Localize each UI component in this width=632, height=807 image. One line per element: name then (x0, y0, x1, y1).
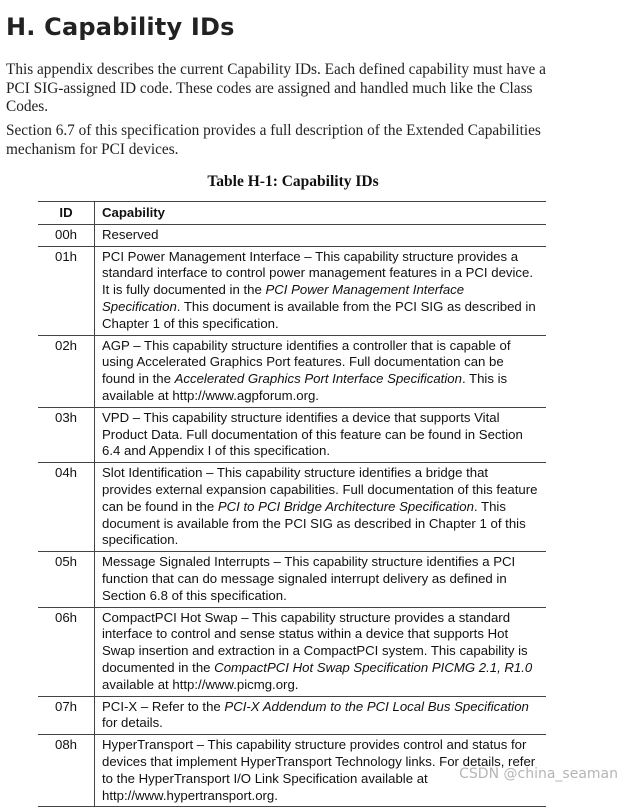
description-text: PCI-X – Refer to the (102, 698, 225, 714)
section-reference-paragraph: Section 6.7 of this specification provides a full description of the Extended Capabilities mechanism for PCI devices. (6, 122, 541, 158)
table-body (38, 224, 546, 807)
description-text: Reserved (102, 226, 159, 242)
description-text: AGP – This capability structure identifies a controller that is capable of using Accelerated Graphics Port features. Full documentation can be found in the (102, 337, 511, 387)
capability-id: 00h (38, 224, 95, 246)
capability-id: 08h (38, 735, 95, 807)
document-title-text: CompactPCI Hot Swap Specification PICMG 2.1, R1.0 (214, 659, 533, 675)
table-row (38, 463, 546, 552)
capability-id: 01h (38, 246, 95, 335)
capability-id: 03h (38, 407, 95, 462)
capability-description (95, 224, 547, 246)
document-title-text: Accelerated Graphics Port Interface Specification (174, 371, 462, 387)
table-row (38, 607, 546, 696)
capability-description (95, 407, 547, 462)
watermark: CSDN @china_seaman (459, 766, 618, 782)
description-text: available at http://www.picmg.org. (102, 676, 299, 692)
description-text: VPD – This capability structure identifies a device that supports Vital Product Data. Full documentation of this feature can be found in Section 6.4 and Appendix I of this specification. (102, 409, 523, 459)
description-text: . This document is available from the PCI SIG as described in Chapter 1 of this specification. (102, 298, 536, 331)
table-header-row (38, 202, 546, 225)
table-caption: Table H-1: Capability IDs (207, 173, 379, 190)
capability-id: 07h (38, 696, 95, 735)
capability-id: 06h (38, 607, 95, 696)
capability-description (95, 463, 547, 552)
description-text: . This document is available from the PCI SIG as described in Chapter 1 of this specification. (102, 498, 526, 548)
intro-paragraph: This appendix describes the current Capability IDs. Each defined capability must have a PCI SIG-assigned ID code. These codes are assigned and handled much like the Class Codes. (6, 61, 546, 116)
table-row (38, 335, 546, 407)
table-row (38, 224, 546, 246)
capability-description (95, 607, 547, 696)
document-title-text: PCI-X Addendum to the PCI Local Bus Specification (224, 698, 529, 714)
header-capability: Capability (95, 202, 547, 225)
capability-id: 05h (38, 552, 95, 607)
capability-description (95, 335, 547, 407)
document-title-text: PCI Power Management Interface Specification (102, 282, 465, 314)
description-text: HyperTransport – This capability structure provides control and status for devices that implement HyperTransport Technology links. For details, refer to the HyperTransport I/O Link Specification available at http://www.hypertransport.org. (102, 737, 536, 803)
table-row (38, 246, 546, 335)
description-text: PCI Power Management Interface – This capability structure provides a standard interface to control power management features in a PCI device. It is fully documented in the (102, 248, 534, 298)
capability-description (95, 246, 547, 335)
description-text: CompactPCI Hot Swap – This capability structure provides a standard interface to control and sense status within a device that supports Hot Swap insertion and extraction in a CompactPCI system. This capability is documented in the (102, 609, 528, 675)
header-id: ID (38, 202, 95, 225)
description-text: . This is available at http://www.agpforum.org. (102, 371, 508, 403)
capability-ids-table (38, 201, 546, 807)
description-text: Slot Identification – This capability structure identifies a bridge that provides external expansion capabilities. Full documentation of this feature can be found in the (102, 465, 538, 514)
description-text: Message Signaled Interrupts – This capability structure identifies a PCI function that can do message signaled interrupt delivery as defined in Section 6.8 of this specification. (102, 554, 516, 603)
capability-id: 02h (38, 335, 95, 407)
table-row (38, 407, 546, 462)
capability-id: 04h (38, 463, 95, 552)
description-text: for details. (102, 715, 163, 731)
capability-description (95, 696, 547, 735)
appendix-heading: H. Capability IDs (6, 13, 235, 41)
table-row (38, 552, 546, 607)
document-title-text: PCI to PCI Bridge Architecture Specification (217, 498, 474, 514)
capability-description (95, 552, 547, 607)
table-row (38, 696, 546, 735)
